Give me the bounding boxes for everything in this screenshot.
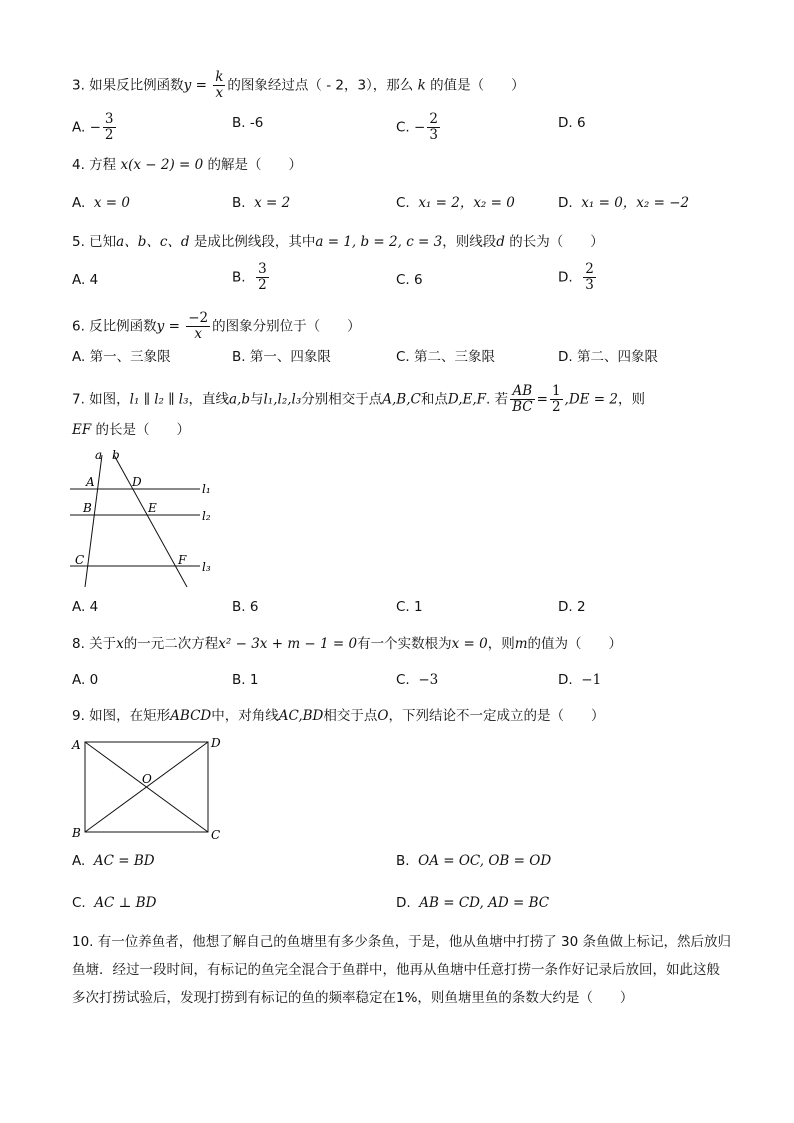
q9-option-a[interactable]	[72, 851, 155, 871]
q9-option-b-value: OA = OC, OB = OD	[418, 853, 552, 869]
q7-de: ,DE = 2	[564, 391, 618, 408]
q7-text-mid3: 分别相交于点	[301, 391, 383, 408]
q5-option-b-frac	[256, 262, 269, 293]
q7-label-a: a	[95, 448, 103, 462]
q6-option-a[interactable]: A. 第一、三象限	[72, 349, 171, 365]
q3-option-c[interactable]	[396, 112, 442, 143]
q7-option-d[interactable]: D. 2	[558, 599, 586, 615]
q3-option-b[interactable]: B. -6	[232, 115, 264, 131]
q7-text-mid2: 与	[249, 391, 264, 408]
q3-text-suffix: 的图象经过点（ - 2，3），那么	[227, 77, 414, 94]
q7-label-B: B	[83, 501, 92, 515]
q8-text-end: ，则	[487, 636, 515, 652]
q9-label-B: B	[72, 826, 81, 840]
q9-option-c-value: AC ⊥ BD	[94, 895, 157, 911]
q8-option-a[interactable]: A. 0	[72, 672, 99, 688]
q5-option-b[interactable]	[232, 262, 271, 293]
q9-label-A: A	[72, 738, 81, 752]
q7-option-a[interactable]: A. 4	[72, 599, 99, 615]
q9-text-end: ，下列结论不一定成立的是（ ）	[388, 708, 605, 724]
q3-option-c-den: 3	[429, 127, 438, 143]
q4-option-b-value: x = 2	[254, 195, 291, 211]
question-5-stem	[72, 232, 604, 252]
q5-option-d-den: 3	[585, 277, 594, 293]
q4-option-d-label: D.	[558, 195, 573, 211]
q7-half-num: 1	[551, 383, 561, 399]
q7-ratio-frac	[510, 384, 535, 415]
q5-text-prefix: 5. 已知	[72, 234, 117, 250]
q9-label-O: O	[142, 772, 152, 786]
q4-option-c[interactable]	[396, 193, 515, 213]
q5-option-d[interactable]	[558, 262, 598, 293]
q4-option-a-value: x = 0	[93, 195, 130, 211]
q7-line-b	[114, 455, 187, 587]
q6-option-c[interactable]: C. 第二、三象限	[396, 349, 496, 365]
q4-option-d-value: x₁ = 0，x₂ = −2	[581, 195, 690, 211]
q8-option-d-value: −1	[581, 672, 602, 688]
q7-option-c[interactable]: C. 1	[396, 599, 423, 615]
q9-option-d-label: D.	[396, 895, 411, 911]
q5-option-a[interactable]: A. 4	[72, 272, 99, 288]
q7-label-D: D	[132, 475, 142, 489]
q4-option-a[interactable]	[72, 193, 130, 213]
question-10-stem: 10. 有一位养鱼者，他想了解自己的鱼塘里有多少条鱼，于是，他从鱼塘中打捞了 30 条鱼做上标记，然后放归鱼塘．经过一段时间，有标记的鱼完全混合于鱼群中，他再从鱼塘中任意打捞一条作好记录后放回，如此这般多次打捞试验后，发现打捞到有标记的鱼的频率稳定在1%，则鱼塘里鱼的条数大约是（ ）	[72, 934, 732, 1006]
q9-figure	[68, 733, 228, 843]
q4-option-b[interactable]	[232, 193, 290, 213]
q8-m: m	[514, 636, 528, 652]
q3-option-d[interactable]: D. 6	[558, 115, 586, 131]
q4-text-end: 的解是（ ）	[207, 157, 302, 173]
q7-ls: l₁,l₂,l₃	[263, 391, 302, 408]
q7-text-line2: 的长是（ ）	[95, 422, 191, 438]
q3-option-a-label: A.	[72, 119, 86, 136]
q7-text-prefix: 7. 如图，	[72, 391, 130, 408]
q6-text-end: 的图象分别位于（ ）	[212, 318, 361, 335]
q9-text-prefix: 9. 如图，在矩形	[72, 708, 171, 724]
q8-text-mid: 的一元二次方程	[123, 636, 219, 652]
q7-frac-num: AB	[510, 384, 535, 400]
question-3-stem	[72, 70, 525, 101]
question-7-stem	[72, 384, 645, 415]
q7-label-F: F	[178, 553, 187, 567]
q9-option-c-label: C.	[72, 895, 86, 911]
q5-text-end: ，则线段	[442, 234, 497, 250]
q6-equals: =	[164, 318, 185, 335]
q9-option-c[interactable]	[72, 893, 156, 913]
q3-option-c-frac	[427, 112, 440, 143]
q3-fraction	[213, 70, 225, 101]
q8-text-prefix: 8. 关于	[72, 636, 117, 652]
q7-label-l2: l₂	[202, 509, 211, 523]
q3-text-prefix: 3. 如果反比例函数	[72, 77, 184, 94]
q8-option-b[interactable]: B. 1	[232, 672, 259, 688]
q8-option-c[interactable]	[396, 670, 438, 690]
q9-option-d[interactable]	[396, 893, 549, 913]
q8-option-c-label: C.	[396, 672, 410, 688]
q7-frac-den: BC	[512, 399, 533, 415]
q6-frac-num: −2	[188, 310, 209, 326]
q3-equals: =	[191, 77, 212, 94]
q7-label-l1: l₁	[202, 482, 211, 496]
q3-k: k	[417, 77, 426, 94]
q6-fraction	[186, 311, 210, 342]
q5-option-d-frac	[583, 262, 596, 293]
q4-option-c-label: C.	[396, 195, 410, 211]
q8-text-end2: 的值为（ ）	[527, 636, 623, 652]
q7-parallel: l₁ ∥ l₂ ∥ l₃	[129, 391, 189, 408]
q7-label-E: E	[148, 501, 157, 515]
q9-option-a-value: AC = BD	[93, 853, 155, 869]
q3-option-a-num: 3	[104, 111, 114, 127]
q4-option-d[interactable]	[558, 193, 689, 213]
q9-text-mid2: 相交于点	[323, 708, 378, 724]
q7-ab: a,b	[229, 391, 250, 408]
q3-option-a-neg: −	[89, 119, 101, 136]
q9-option-d-value: AB = CD, AD = BC	[419, 895, 550, 911]
q9-text-mid: 中，对角线	[211, 708, 279, 724]
q7-half-den: 2	[551, 399, 561, 415]
question-6-stem	[72, 311, 361, 342]
q7-text-mid5: . 若	[486, 391, 509, 408]
q5-d: d	[496, 234, 505, 250]
q7-label-C: C	[75, 553, 85, 567]
q7-ef: EF	[72, 422, 92, 438]
q5-option-c[interactable]: C. 6	[396, 272, 423, 288]
q3-option-c-neg: −	[414, 119, 426, 136]
q3-option-c-label: C.	[396, 119, 410, 136]
q7-half-frac	[550, 384, 563, 415]
q3-option-a[interactable]	[72, 112, 118, 143]
q7-abc: A,B,C	[382, 391, 421, 408]
q4-option-c-value: x₁ = 2，x₂ = 0	[418, 195, 515, 211]
q6-option-d[interactable]: D. 第二、四象限	[558, 349, 658, 365]
question-9-stem	[72, 706, 604, 726]
q7-text-end: ，则	[617, 391, 645, 408]
q7-def: D,E,F	[447, 391, 487, 408]
q4-option-b-label: B.	[232, 195, 246, 211]
q3-option-a-den: 2	[104, 127, 114, 143]
q3-frac-den: x	[215, 85, 224, 101]
q8-text-mid2: 有一个实数根为	[357, 636, 452, 652]
q9-option-a-label: A.	[72, 853, 86, 869]
question-4-stem	[72, 155, 302, 175]
q4-text-prefix: 4. 方程	[72, 157, 117, 173]
q7-text-mid: ，直线	[188, 391, 229, 408]
q7-label-l3: l₃	[202, 560, 211, 574]
q8-option-d-label: D.	[558, 672, 573, 688]
question-8-stem	[72, 634, 622, 654]
q7-label-A: A	[86, 475, 95, 489]
q4-equation: x(x − 2) = 0	[120, 157, 204, 173]
q5-text-mid: 是成比例线段，其中	[193, 234, 316, 250]
q9-acbd: AC,BD	[278, 708, 324, 724]
q9-label-D: D	[211, 736, 221, 750]
q8-x: x	[116, 636, 124, 652]
q8-equation: x² − 3x + m − 1 = 0	[218, 636, 358, 652]
q6-y: y	[156, 318, 165, 335]
q6-option-b[interactable]: B. 第一、四象限	[232, 349, 331, 365]
q9-option-b[interactable]	[396, 851, 551, 871]
q7-figure	[70, 445, 220, 595]
q3-option-c-num: 2	[429, 111, 438, 127]
q5-text-end2: 的长为（ ）	[509, 234, 604, 250]
q5-values: a = 1, b = 2, c = 3	[315, 234, 443, 250]
q3-y: y	[183, 77, 192, 94]
q9-label-C: C	[211, 828, 221, 842]
q7-equals: =	[536, 391, 548, 408]
q8-root: x = 0	[451, 636, 488, 652]
q7-label-b: b	[112, 448, 120, 462]
q5-option-b-num: 3	[258, 261, 267, 277]
q8-option-d[interactable]	[558, 670, 601, 690]
q9-abcd: ABCD	[170, 708, 212, 724]
q3-text-end: 的值是（ ）	[430, 77, 525, 94]
q5-vars: a、b、c、d	[116, 234, 190, 250]
q4-option-a-label: A.	[72, 195, 86, 211]
q9-option-b-label: B.	[396, 853, 410, 869]
q5-option-d-label: D.	[558, 269, 573, 286]
q7-text-mid4: 和点	[420, 391, 448, 408]
q3-frac-num: k	[215, 69, 224, 85]
q6-text-prefix: 6. 反比例函数	[72, 318, 157, 335]
q3-option-a-frac	[103, 112, 116, 143]
q7-option-b[interactable]: B. 6	[232, 599, 259, 615]
question-7-stem-line2	[72, 420, 190, 440]
q8-option-c-value: −3	[418, 672, 439, 688]
q9-o: O	[377, 708, 389, 724]
q5-option-d-num: 2	[585, 261, 594, 277]
q6-frac-den: x	[194, 326, 202, 342]
q5-option-b-den: 2	[258, 277, 267, 293]
q5-option-b-label: B.	[232, 269, 246, 286]
